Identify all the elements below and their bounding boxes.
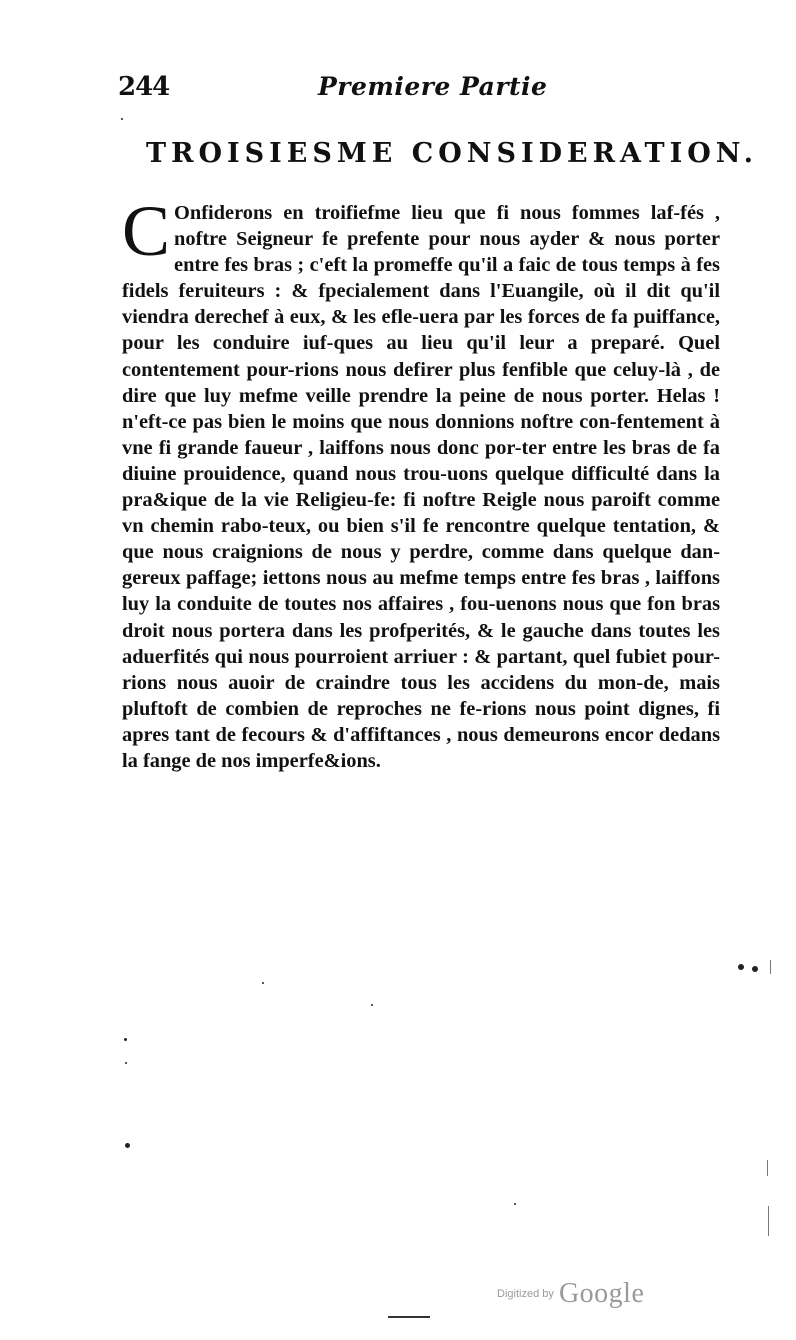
scan-speck (262, 982, 264, 984)
drop-cap: C (122, 191, 171, 271)
page-edge-mark (768, 1206, 769, 1236)
page-edge-mark (770, 960, 771, 974)
scan-speck (125, 1143, 130, 1148)
scan-speck (121, 118, 123, 120)
digitized-watermark (497, 1278, 644, 1310)
page-number: 244 (118, 72, 170, 102)
watermark-brand: Google (558, 1278, 645, 1309)
section-heading: TROISIESME CONSIDERATION. (146, 138, 759, 169)
scan-speck (125, 1062, 127, 1064)
body-paragraph (122, 191, 720, 774)
scan-speck (124, 1038, 127, 1041)
scan-speck (371, 1004, 373, 1006)
scan-speck (514, 1203, 516, 1205)
watermark-prefix: Digitized by (497, 1288, 554, 1300)
running-title: Premiere Partie (318, 72, 548, 101)
scan-speck (752, 966, 758, 972)
paragraph-text: Onfiderons en troifiefme lieu que fi nous fommes laf-fés , noftre Seigneur fe prefente pour nous ayder & nous porter entre fes bras ; c'eft la promeffe qu'il a faic de tous temps à fes fidels feruiteurs : & fpecialement dans l'Euangile, où il dit qu'il viendra derechef à eux, & les efle-uera par les forces de fa puiffance, pour les conduire iuf-ques au lieu qu'il leur a preparé. Quel contentement pour-rions nous defirer plus fenfible que celuy-là , de dire que luy mefme veille prendre la peine de nous porter. Helas ! n'eft-ce pas bien le moins que nous donnions noftre con-fentement à vne fi grande faueur , laiffons nous donc por-ter entre les bras de fa diuine prouidence, quand nous trou-uons quelque difficulté dans la pra&ique de la vie Religieu-fe: fi noftre Reigle nous paroift comme vn chemin rabo-teux, ou bien s'il fe rencontre quelque tentation, & que nous craignions de nous y perdre, comme dans quelque dan-gereux paffage; iettons nous au mefme temps entre fes bras , laiffons luy la conduite de toutes nos affaires , fou-uenons nous que fon bras droit nous portera dans les profperités, & le gauche dans toutes les aduerfités qui nous pourroient arriuer : & partant, quel fubiet pour-rions nous auoir de craindre tous les accidens du mon-de, mais pluftoft de combien de reproches ne fe-rions nous point dignes, fi apres tant de fecours & d'affiftances , nous demeurons encor dedans la fange de nos imperfe&ions. (122, 202, 720, 772)
scan-speck (738, 964, 744, 970)
footer-rule (388, 1316, 430, 1318)
page-edge-mark (767, 1160, 768, 1176)
